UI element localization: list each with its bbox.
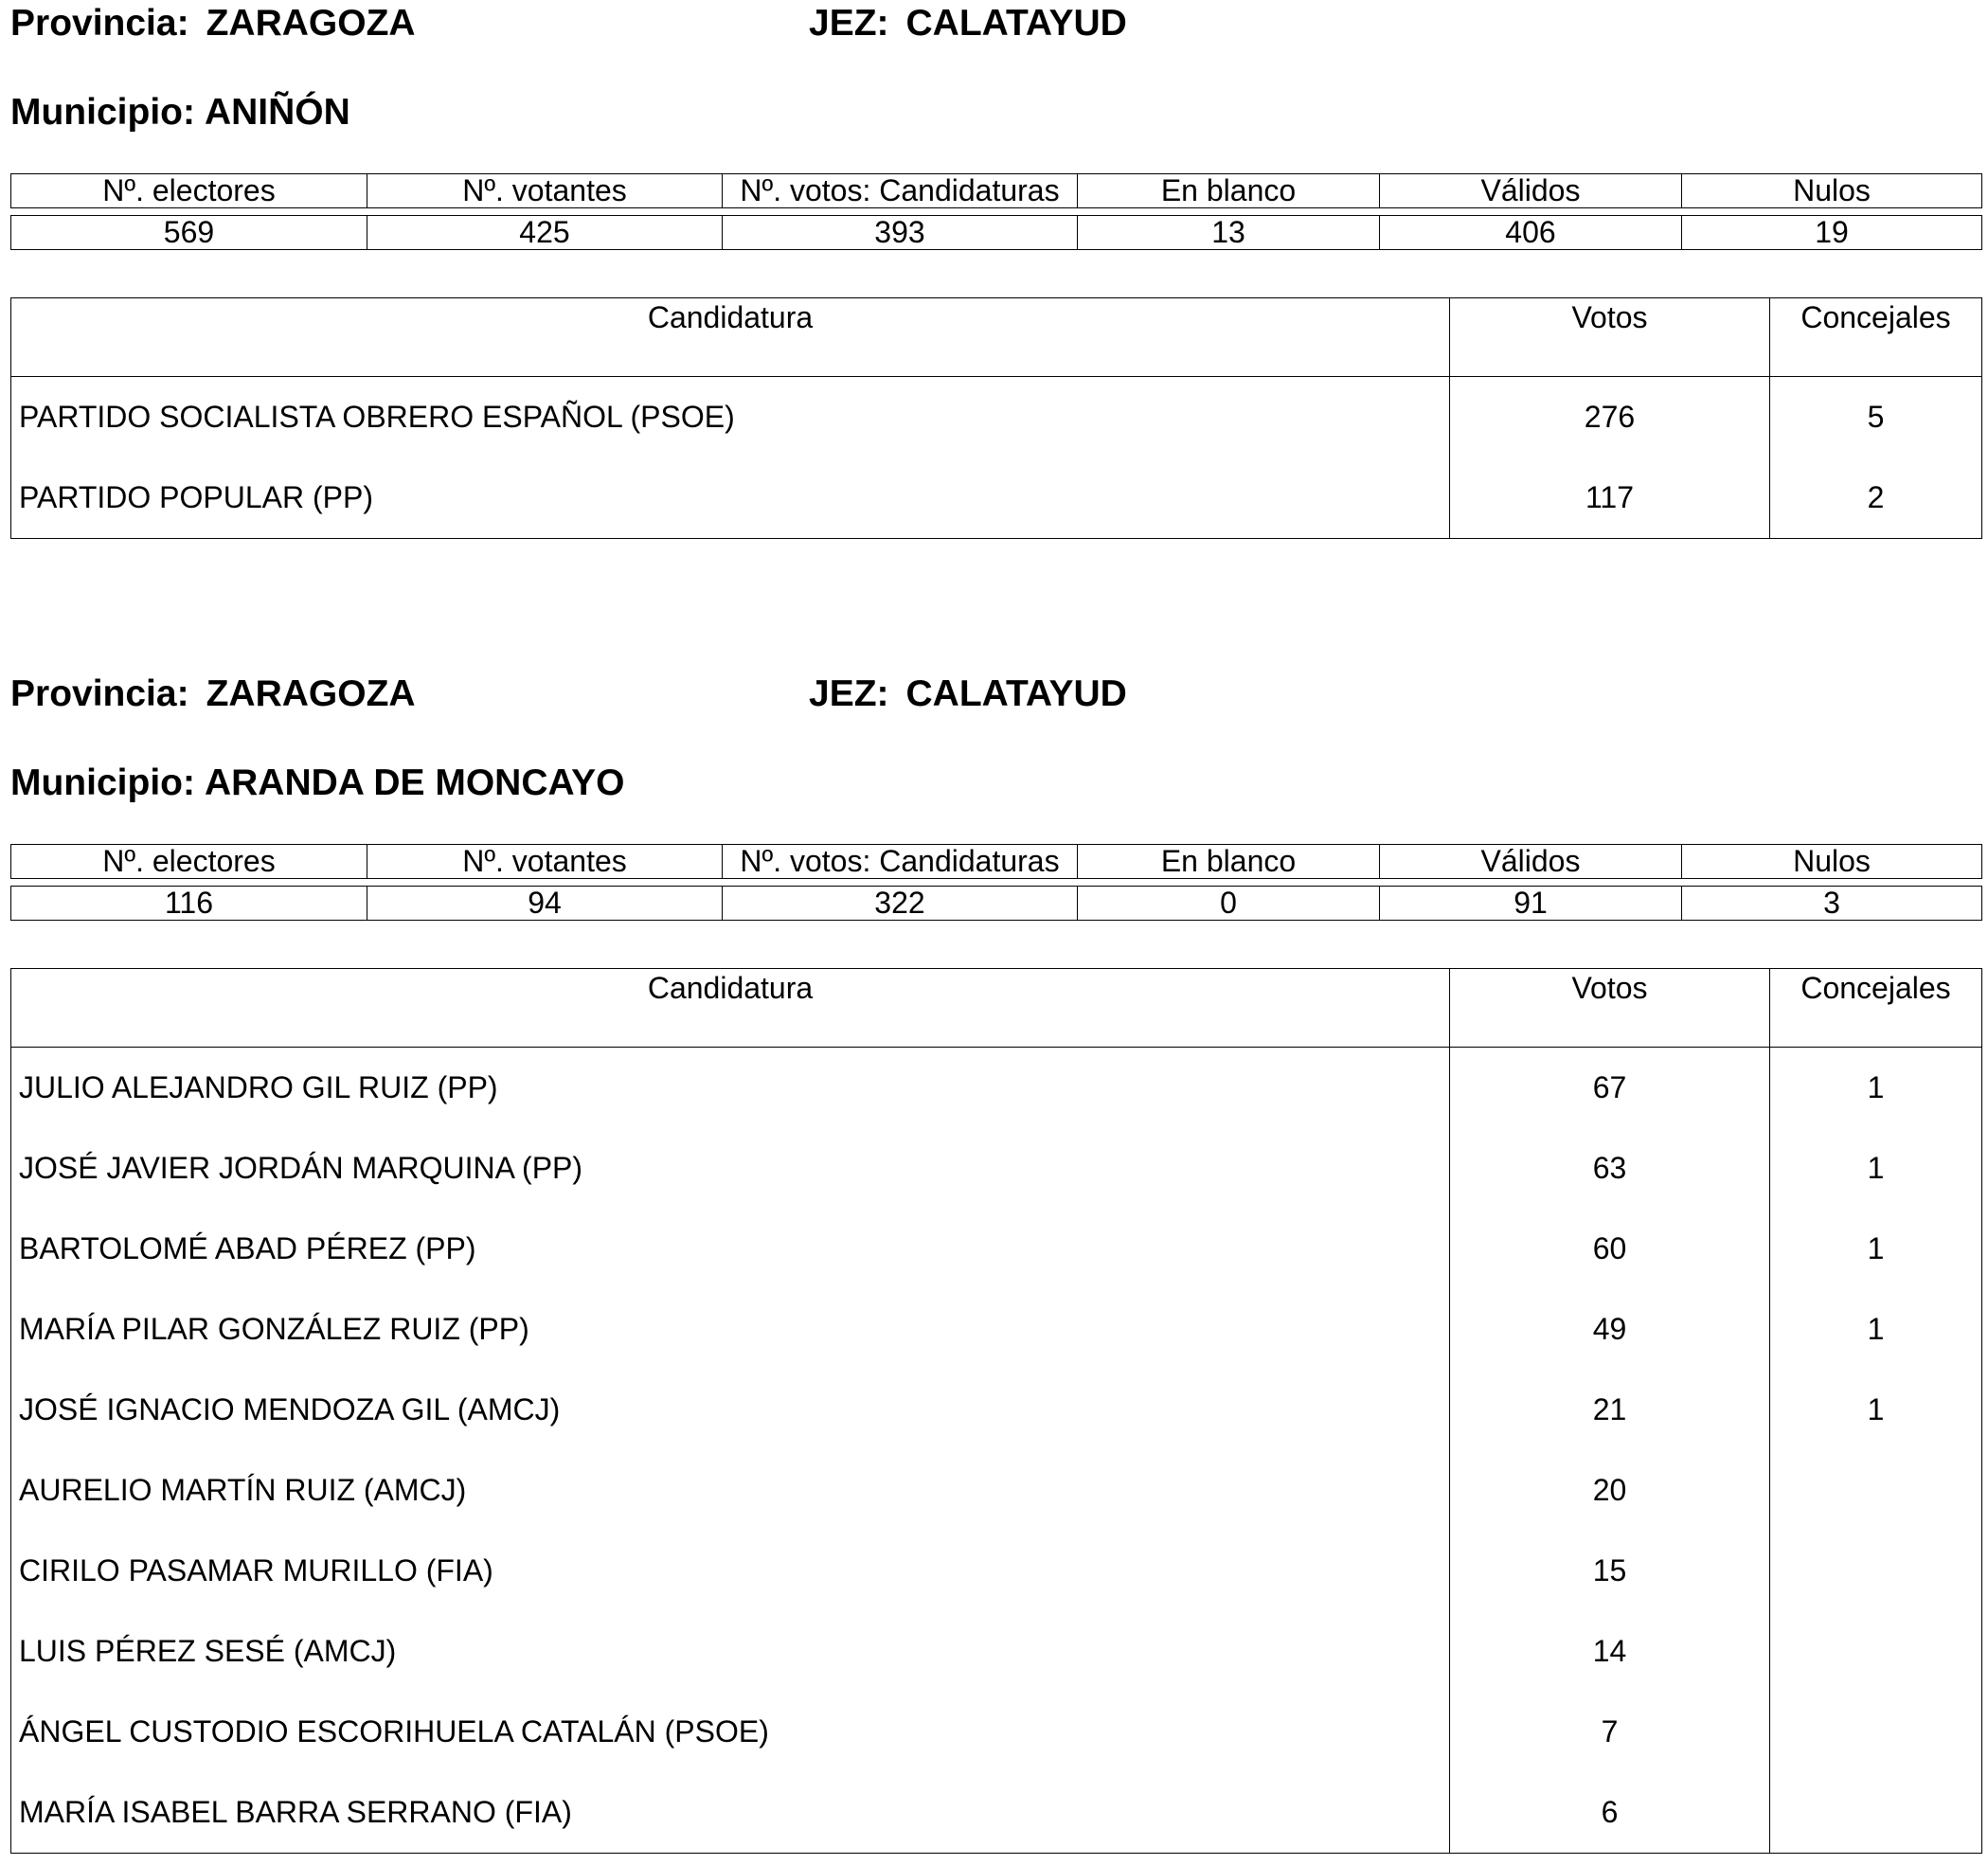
- summary-header-cell: Nº. votos: Candidaturas: [723, 845, 1078, 879]
- summary-header-cell: En blanco: [1078, 845, 1380, 879]
- candidate-votos: 15: [1450, 1531, 1770, 1611]
- candidate-concejales: 2: [1770, 457, 1982, 539]
- candidate-votos: 276: [1450, 377, 1770, 458]
- candidate-name: AURELIO MARTÍN RUIZ (AMCJ): [11, 1450, 1450, 1531]
- candidate-name: CIRILO PASAMAR MURILLO (FIA): [11, 1531, 1450, 1611]
- summary-header-table: [10, 173, 1982, 208]
- table-row: [11, 1611, 1982, 1692]
- summary-value-cell: 393: [723, 216, 1078, 250]
- jez-value: CALATAYUD: [905, 673, 1127, 714]
- summary-header-cell: Válidos: [1380, 845, 1682, 879]
- summary-value-cell: 94: [367, 887, 723, 921]
- candidate-name: MARÍA ISABEL BARRA SERRANO (FIA): [11, 1772, 1450, 1854]
- summary-values-row: [11, 887, 1982, 921]
- table-row: [11, 1289, 1982, 1370]
- table-row: [11, 377, 1982, 458]
- provincia-value: ZARAGOZA: [206, 3, 416, 44]
- table-row: [11, 1128, 1982, 1209]
- candidate-name: PARTIDO POPULAR (PP): [11, 457, 1450, 539]
- candidates-header-row: [11, 969, 1982, 1048]
- summary-header-cell: Nº. electores: [11, 845, 367, 879]
- provincia-heading: [10, 2, 416, 45]
- municipio-value: ARANDA DE MONCAYO: [204, 762, 625, 803]
- candidate-votos: 60: [1450, 1209, 1770, 1289]
- candidate-votos: 49: [1450, 1289, 1770, 1370]
- summary-value-cell: 425: [367, 216, 723, 250]
- candidate-name: JULIO ALEJANDRO GIL RUIZ (PP): [11, 1048, 1450, 1129]
- candidate-concejales: 1: [1770, 1048, 1982, 1129]
- municipio-heading: [10, 91, 350, 134]
- summary-header-cell: Nº. votantes: [367, 174, 723, 208]
- summary-values-table: [10, 886, 1982, 921]
- table-row: [11, 1692, 1982, 1772]
- candidate-votos: 117: [1450, 457, 1770, 539]
- candidate-concejales: [1770, 1611, 1982, 1692]
- summary-value-cell: 19: [1682, 216, 1982, 250]
- summary-header-cell: Válidos: [1380, 174, 1682, 208]
- candidate-concejales: [1770, 1692, 1982, 1772]
- summary-value-cell: 116: [11, 887, 367, 921]
- jez-value: CALATAYUD: [905, 3, 1127, 44]
- summary-values-row: [11, 216, 1982, 250]
- candidate-name: BARTOLOMÉ ABAD PÉREZ (PP): [11, 1209, 1450, 1289]
- provincia-value: ZARAGOZA: [206, 673, 416, 714]
- summary-value-cell: 0: [1078, 887, 1380, 921]
- candidate-concejales: 1: [1770, 1289, 1982, 1370]
- candidate-concejales: 5: [1770, 377, 1982, 458]
- candidate-votos: 7: [1450, 1692, 1770, 1772]
- summary-value-cell: 569: [11, 216, 367, 250]
- summary-header-table: [10, 844, 1982, 879]
- concejales-header: Concejales: [1770, 298, 1982, 377]
- candidate-name: ÁNGEL CUSTODIO ESCORIHUELA CATALÁN (PSOE): [11, 1692, 1450, 1772]
- municipio-label: Municipio:: [10, 762, 195, 803]
- candidate-votos: 14: [1450, 1611, 1770, 1692]
- candidate-votos: 67: [1450, 1048, 1770, 1129]
- candidate-votos: 21: [1450, 1370, 1770, 1450]
- table-row: [11, 1370, 1982, 1450]
- summary-header-cell: Nº. votantes: [367, 845, 723, 879]
- summary-header-cell: Nº. electores: [11, 174, 367, 208]
- summary-header-cell: En blanco: [1078, 174, 1380, 208]
- candidate-name: JOSÉ JAVIER JORDÁN MARQUINA (PP): [11, 1128, 1450, 1209]
- candidate-votos: 20: [1450, 1450, 1770, 1531]
- table-row: [11, 1531, 1982, 1611]
- candidate-name: MARÍA PILAR GONZÁLEZ RUIZ (PP): [11, 1289, 1450, 1370]
- candidate-concejales: 1: [1770, 1209, 1982, 1289]
- summary-value-cell: 406: [1380, 216, 1682, 250]
- summary-header-row: [11, 845, 1982, 879]
- jez-heading: [809, 2, 1127, 45]
- table-row: [11, 457, 1982, 539]
- candidate-concejales: [1770, 1531, 1982, 1611]
- municipio-heading: [10, 762, 624, 805]
- jez-label: JEZ:: [809, 3, 889, 44]
- candidates-table: [10, 968, 1982, 1854]
- summary-value-cell: 13: [1078, 216, 1380, 250]
- candidatura-header: Candidatura: [11, 298, 1450, 377]
- candidate-concejales: [1770, 1772, 1982, 1854]
- provincia-label: Provincia:: [10, 3, 189, 44]
- candidate-name: PARTIDO SOCIALISTA OBRERO ESPAÑOL (PSOE): [11, 377, 1450, 458]
- summary-header-cell: Nº. votos: Candidaturas: [723, 174, 1078, 208]
- candidate-votos: 63: [1450, 1128, 1770, 1209]
- candidates-header-row: [11, 298, 1982, 377]
- jez-heading: [809, 672, 1127, 716]
- candidate-concejales: 1: [1770, 1370, 1982, 1450]
- provincia-label: Provincia:: [10, 673, 189, 714]
- candidate-concejales: 1: [1770, 1128, 1982, 1209]
- summary-header-row: [11, 174, 1982, 208]
- provincia-heading: [10, 672, 416, 716]
- table-row: [11, 1209, 1982, 1289]
- summary-value-cell: 91: [1380, 887, 1682, 921]
- votos-header: Votos: [1450, 298, 1770, 377]
- summary-header-cell: Nulos: [1682, 845, 1982, 879]
- jez-label: JEZ:: [809, 673, 889, 714]
- table-row: [11, 1450, 1982, 1531]
- summary-header-cell: Nulos: [1682, 174, 1982, 208]
- summary-values-table: [10, 215, 1982, 250]
- votos-header: Votos: [1450, 969, 1770, 1048]
- candidate-votos: 6: [1450, 1772, 1770, 1854]
- candidates-table: [10, 297, 1982, 539]
- candidatura-header: Candidatura: [11, 969, 1450, 1048]
- summary-value-cell: 322: [723, 887, 1078, 921]
- municipio-value: ANIÑÓN: [204, 92, 350, 133]
- concejales-header: Concejales: [1770, 969, 1982, 1048]
- candidate-name: JOSÉ IGNACIO MENDOZA GIL (AMCJ): [11, 1370, 1450, 1450]
- candidate-name: LUIS PÉREZ SESÉ (AMCJ): [11, 1611, 1450, 1692]
- candidate-concejales: [1770, 1450, 1982, 1531]
- municipio-label: Municipio:: [10, 92, 195, 133]
- summary-value-cell: 3: [1682, 887, 1982, 921]
- table-row: [11, 1772, 1982, 1854]
- table-row: [11, 1048, 1982, 1129]
